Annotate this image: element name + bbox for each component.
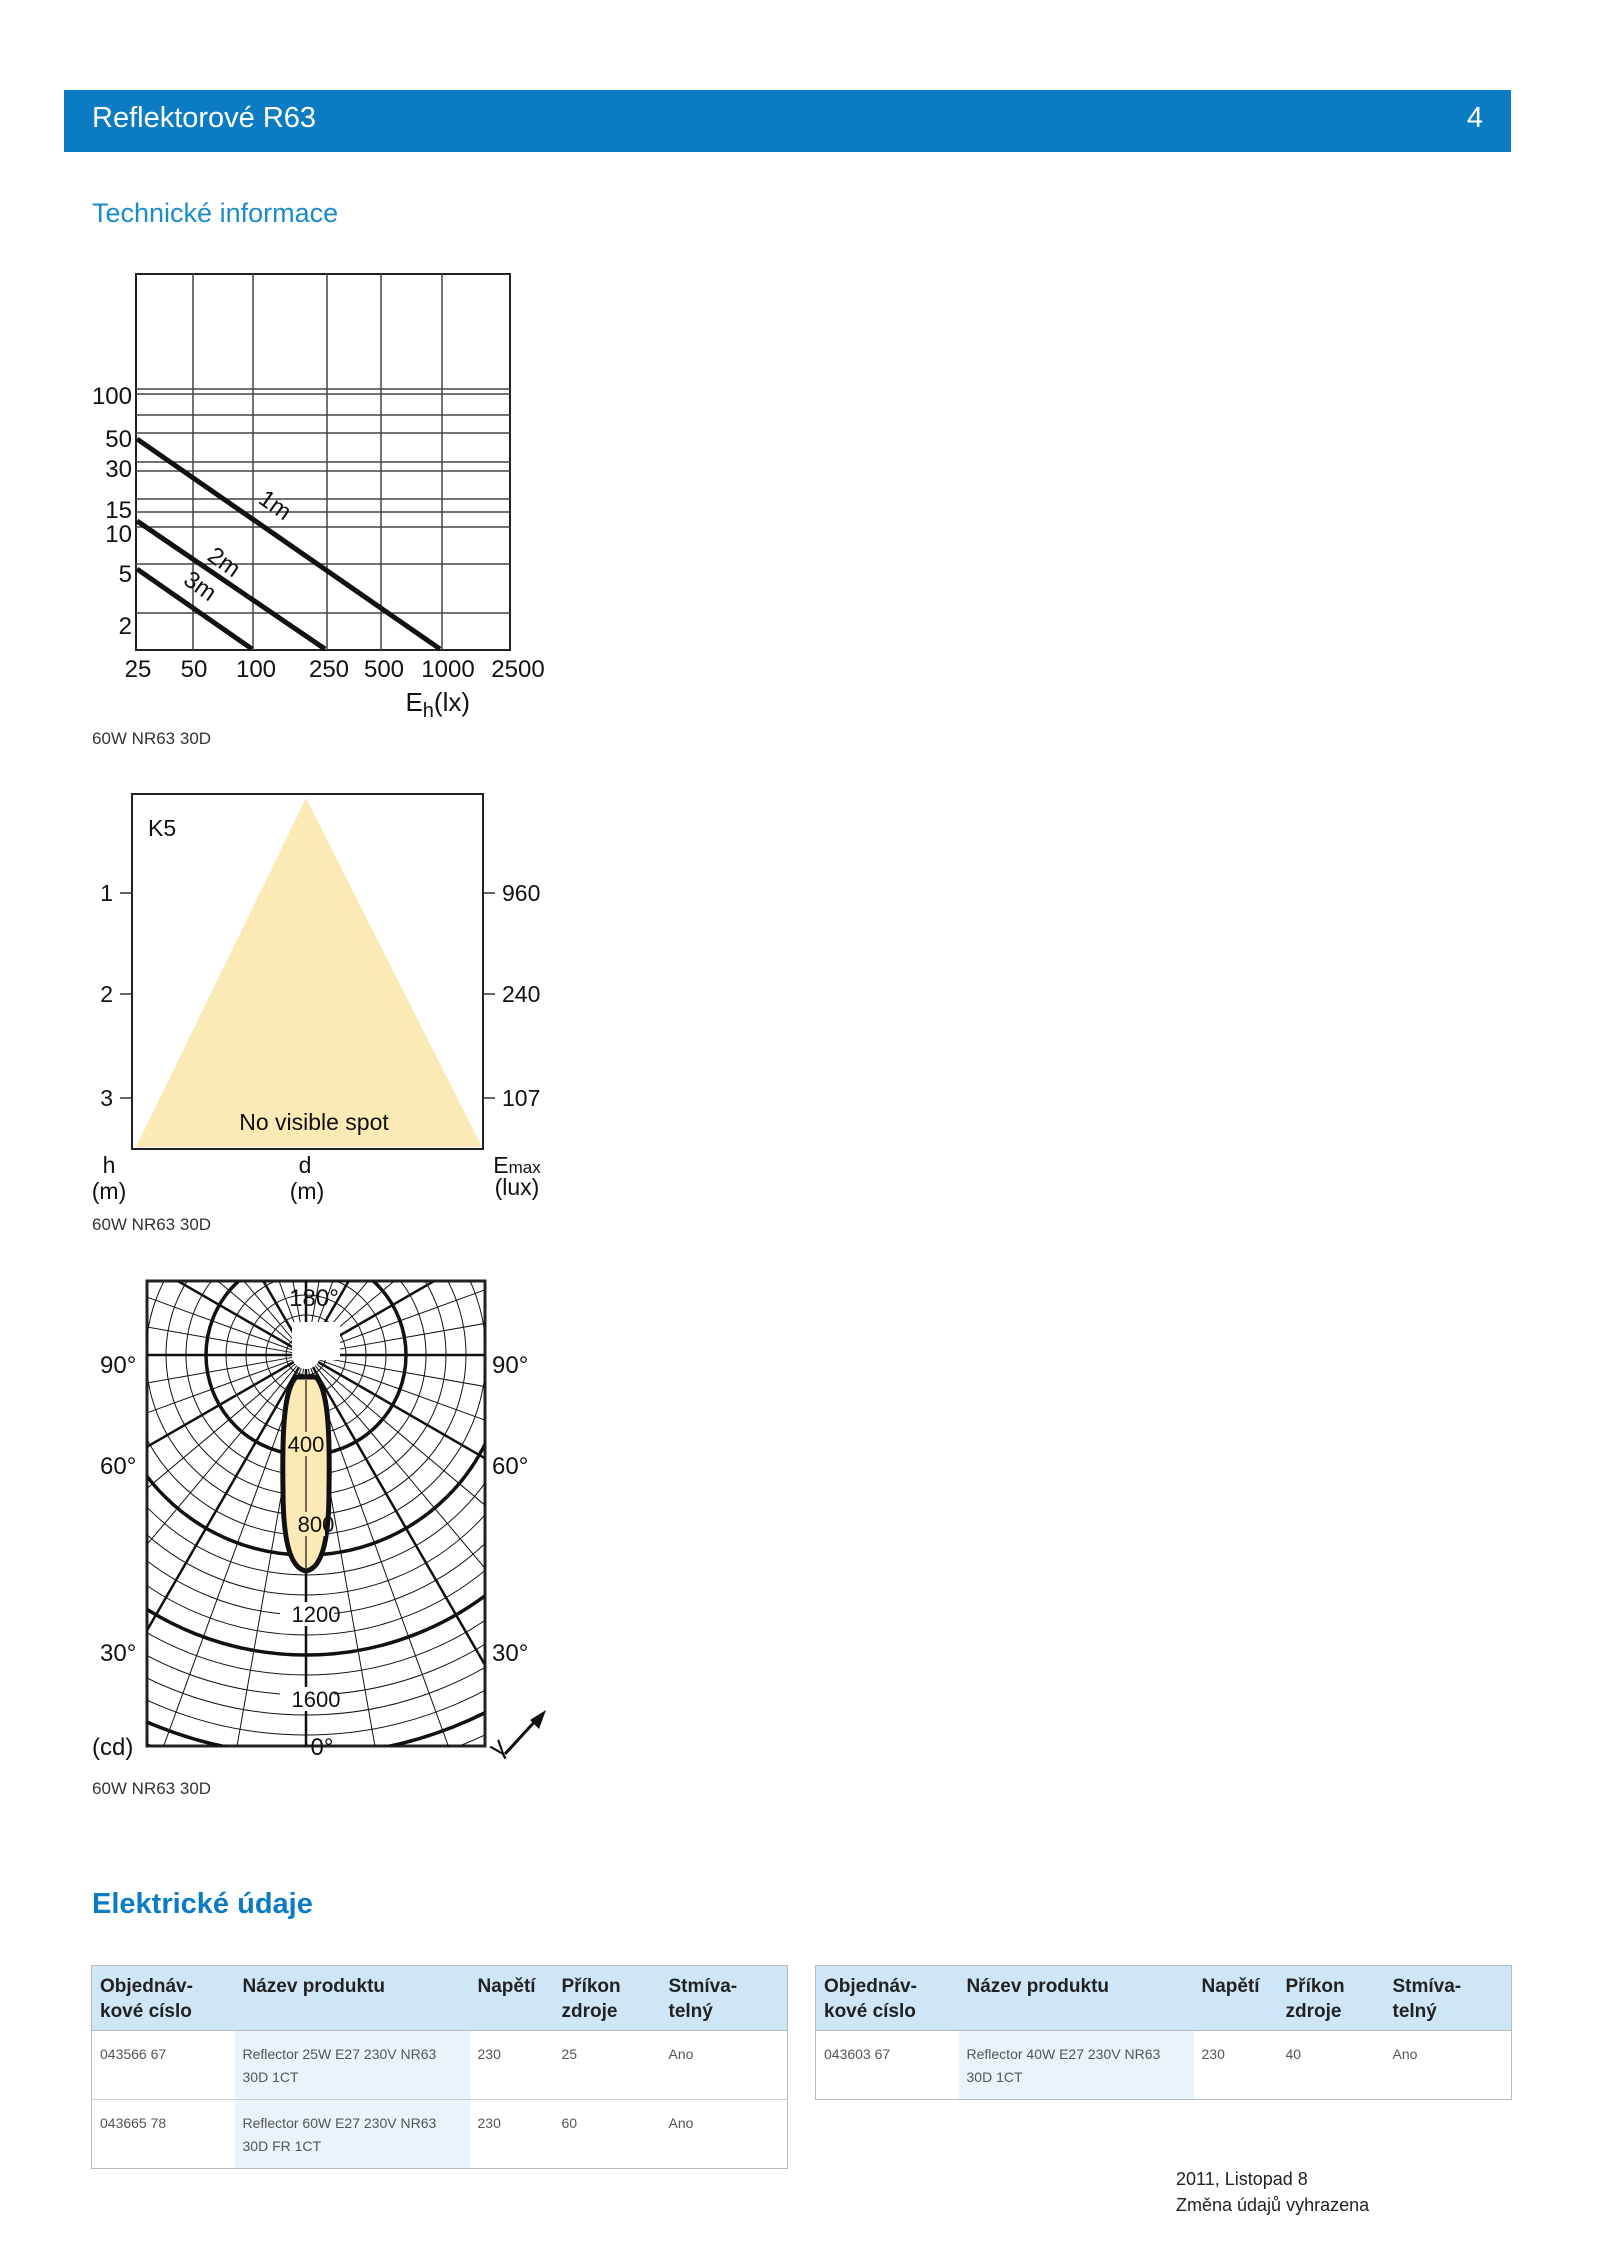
x-tick: 50 [180,656,208,683]
cell-product: Reflector 60W E27 230V NR63 30D FR 1CT [235,2100,470,2169]
polar-diagram [80,1270,560,1780]
cell-voltage: 230 [1201,2046,1225,2062]
y-tick: 15 [105,497,132,524]
angle-0: 0° [310,1734,334,1761]
ring-label-1200: 1200 [291,1602,341,1627]
ring-label-800: 800 [297,1512,335,1537]
line-2m [137,521,325,649]
y-tick: 2 [118,613,132,640]
cell-product: Reflector 25W E27 230V NR63 30D 1CT [235,2031,470,2100]
y-tick: 50 [105,426,132,453]
header-order-no: Objednáv- kové císlo [92,1966,235,2031]
h-value: 1 [100,880,113,906]
header-dimmable: Stmíva- telný [1385,1966,1512,2031]
emax-values [502,880,540,1111]
x-tick: 100 [235,656,277,683]
ring-label-400: 400 [287,1432,325,1457]
h-value: 3 [100,1085,113,1111]
angle-60-left: 60° [100,1453,137,1480]
y-tick: 100 [91,383,132,410]
page-title: Reflektorové R63 [92,102,317,134]
beam-cone-diagram [80,785,560,1215]
header-power: Příkon zdroje [554,1966,661,2031]
x-axis-label: $E_h(lx)$ [405,687,470,722]
electrical-data-heading: Elektrické údaje [92,1888,313,1920]
table-row [816,2031,1512,2100]
ring-label-1600: 1600 [291,1687,341,1712]
spot-text: No visible spot [239,1109,389,1135]
cell-voltage: 230 [470,2031,554,2100]
page-number: 4 [1466,102,1483,134]
angle-60-right: 60° [492,1453,529,1480]
emax-label: Emax [493,1152,541,1178]
gamma-symbol: γ [482,1731,512,1763]
emax-unit: (lux) [494,1174,540,1200]
chart1-caption: 60W NR63 30D [92,729,212,748]
h-value: 2 [100,981,113,1007]
page-header [64,90,1511,152]
electrical-table-left [91,1965,788,2169]
chart3-caption: 60W NR63 30D [92,1779,212,1798]
label-2m: 2m [202,541,246,584]
x-tick: 1000 [421,656,475,683]
angle-90-left: 90° [100,1352,137,1379]
emax-value: 240 [502,981,541,1007]
x-tick-labels [125,656,545,683]
h-unit: (m) [91,1178,127,1204]
angle-180: 180° [289,1285,339,1312]
emax-value: 107 [502,1085,541,1111]
cell-power: 40 [1285,2046,1302,2062]
x-tick: 25 [124,656,152,683]
d-unit: (m) [289,1178,325,1204]
gamma-arrow [483,1710,546,1763]
y-tick-labels [92,383,132,640]
cell-dimmable: Ano [1392,2046,1418,2062]
header-power: Příkon zdroje [1278,1966,1385,2031]
header-voltage: Napětí [470,1966,554,2031]
chart2-caption: 60W NR63 30D [92,1215,212,1234]
electrical-table-right [815,1965,1512,2100]
angle-30-right: 30° [492,1640,529,1667]
cell-voltage: 230 [477,2115,501,2131]
y-tick: 30 [105,456,132,483]
header-product: Název produktu [235,1966,470,2031]
footer-note: Změna údajů vyhrazena [1176,2195,1370,2215]
cell-dimmable: Ano [668,2115,694,2131]
cell-product: Reflector 40W E27 230V NR63 30D 1CT [959,2031,1194,2100]
y-tick: 10 [105,521,132,548]
header-product: Název produktu [959,1966,1194,2031]
cell-order-no: 043665 78 [100,2115,167,2131]
illuminance-chart [80,265,560,725]
d-label: d [298,1152,312,1178]
header-dimmable: Stmíva- telný [661,1966,788,2031]
table-row [92,2100,788,2169]
x-tick: 500 [363,656,405,683]
cell-power: 25 [554,2031,661,2100]
header-order-no: Objednáv- kové císlo [816,1966,959,2031]
x-tick: 250 [308,656,350,683]
cd-unit: (cd) [92,1734,134,1761]
angle-30-left: 30° [100,1640,137,1667]
cell-order-no: 043566 67 [92,2031,235,2100]
table-row [92,2031,788,2100]
table-header-row [92,1966,788,2031]
label-3m: 3m [178,565,222,608]
x-tick: 2500 [491,656,545,683]
h-label: h [102,1152,116,1178]
cell-dimmable: Ano [661,2031,788,2100]
section-subtitle: Technické informace [92,198,339,228]
header-voltage: Napětí [1194,1966,1278,2031]
emax-value: 960 [502,880,541,906]
angle-90-right: 90° [492,1352,529,1379]
y-tick: 5 [118,561,132,588]
footer-date: 2011, Listopad 8 [1176,2169,1308,2189]
h-values [100,880,113,1111]
label-1m: 1m [253,484,297,527]
k5-label: K5 [148,815,177,841]
cell-order-no: 043603 67 [824,2046,891,2062]
table-header-row [816,1966,1512,2031]
cell-power: 60 [561,2115,578,2131]
page-footer [1176,2166,1369,2218]
